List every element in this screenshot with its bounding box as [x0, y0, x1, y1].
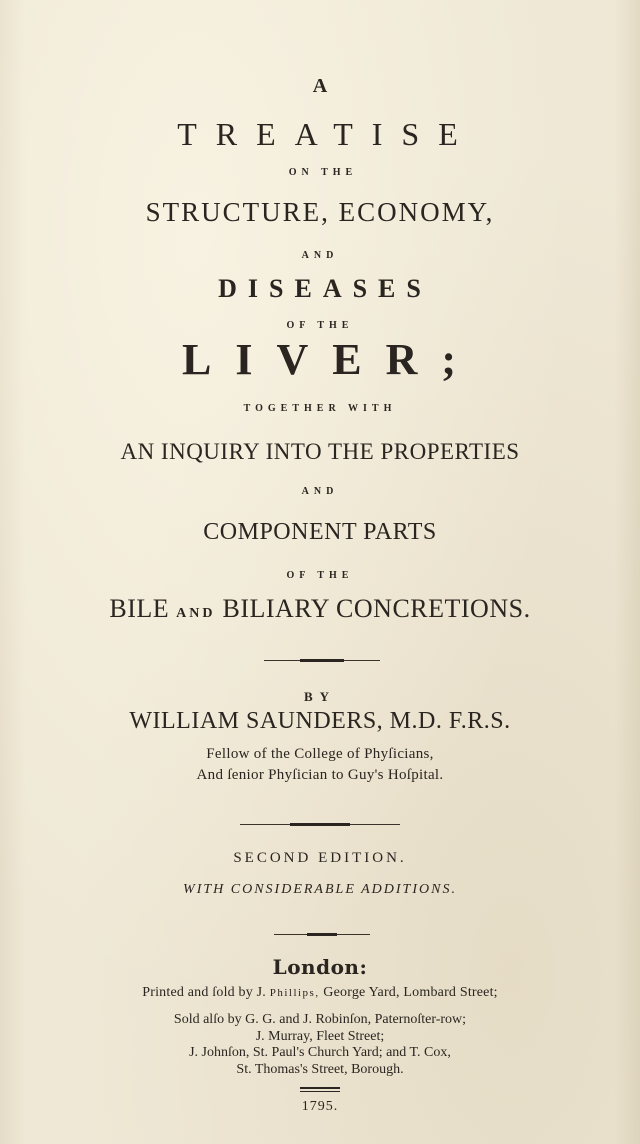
- connector-and-1: AND: [301, 250, 339, 261]
- author-credential-1: Fellow of the College of Phyſicians,: [206, 746, 434, 762]
- connector-of-the-1: OF THE: [286, 320, 354, 331]
- author-credential-2: And ſenior Phyſician to Guy's Hoſpital.: [196, 767, 444, 783]
- imprint-printer-prefix: Printed and ſold by J.: [142, 985, 267, 1000]
- double-rule-bottom: [300, 1091, 340, 1092]
- title-diseases: DISEASES: [218, 274, 432, 303]
- title-liver: LIVER;: [181, 335, 481, 384]
- ornamental-rule-1: [264, 660, 380, 661]
- author-name: WILLIAM SAUNDERS, M.D. F.R.S.: [129, 708, 511, 734]
- ornamental-rule-2: [240, 824, 400, 825]
- title-bile: BILE: [109, 594, 170, 623]
- connector-of-the-2: OF THE: [286, 570, 354, 581]
- imprint-printer-address: George Yard, Lombard Street;: [323, 985, 498, 1000]
- ornamental-rule-3: [274, 934, 370, 935]
- connector-on-the: ON THE: [288, 167, 358, 178]
- publication-year: 1795.: [301, 1099, 339, 1114]
- imprint-printer-name: Phillips,: [269, 987, 320, 999]
- imprint-line-3: J. Murray, Fleet Street;: [255, 1029, 385, 1044]
- additions-statement: WITH CONSIDERABLE ADDITIONS.: [183, 882, 457, 897]
- imprint-line-5: St. Thomas's Street, Borough.: [236, 1062, 404, 1077]
- title-component-parts: COMPONENT PARTS: [203, 519, 437, 545]
- imprint-line-4: J. Johnſon, St. Paul's Church Yard; and T. Cox,: [189, 1045, 451, 1060]
- article-a: A: [312, 75, 328, 97]
- connector-and-2: AND: [301, 486, 339, 497]
- double-rule-top: [300, 1087, 340, 1089]
- title-biliary-concretions: BILIARY CONCRETIONS.: [222, 594, 531, 623]
- imprint-line-1: [0, 986, 640, 1000]
- by-line: BY: [303, 689, 337, 704]
- title-treatise: TREATISE: [177, 116, 477, 152]
- connector-together-with: TOGETHER WITH: [243, 403, 397, 414]
- title-inquiry: AN INQUIRY INTO THE PROPERTIES: [120, 439, 520, 464]
- title-bile-line: [0, 596, 640, 622]
- title-structure: STRUCTURE, ECONOMY,: [145, 197, 495, 227]
- connector-and-3: AND: [176, 606, 216, 621]
- imprint-city: London:: [272, 955, 368, 979]
- imprint-line-2: Sold alſo by G. G. and J. Robinſon, Paternoſter-row;: [173, 1012, 467, 1027]
- edition-statement: SECOND EDITION.: [233, 850, 407, 866]
